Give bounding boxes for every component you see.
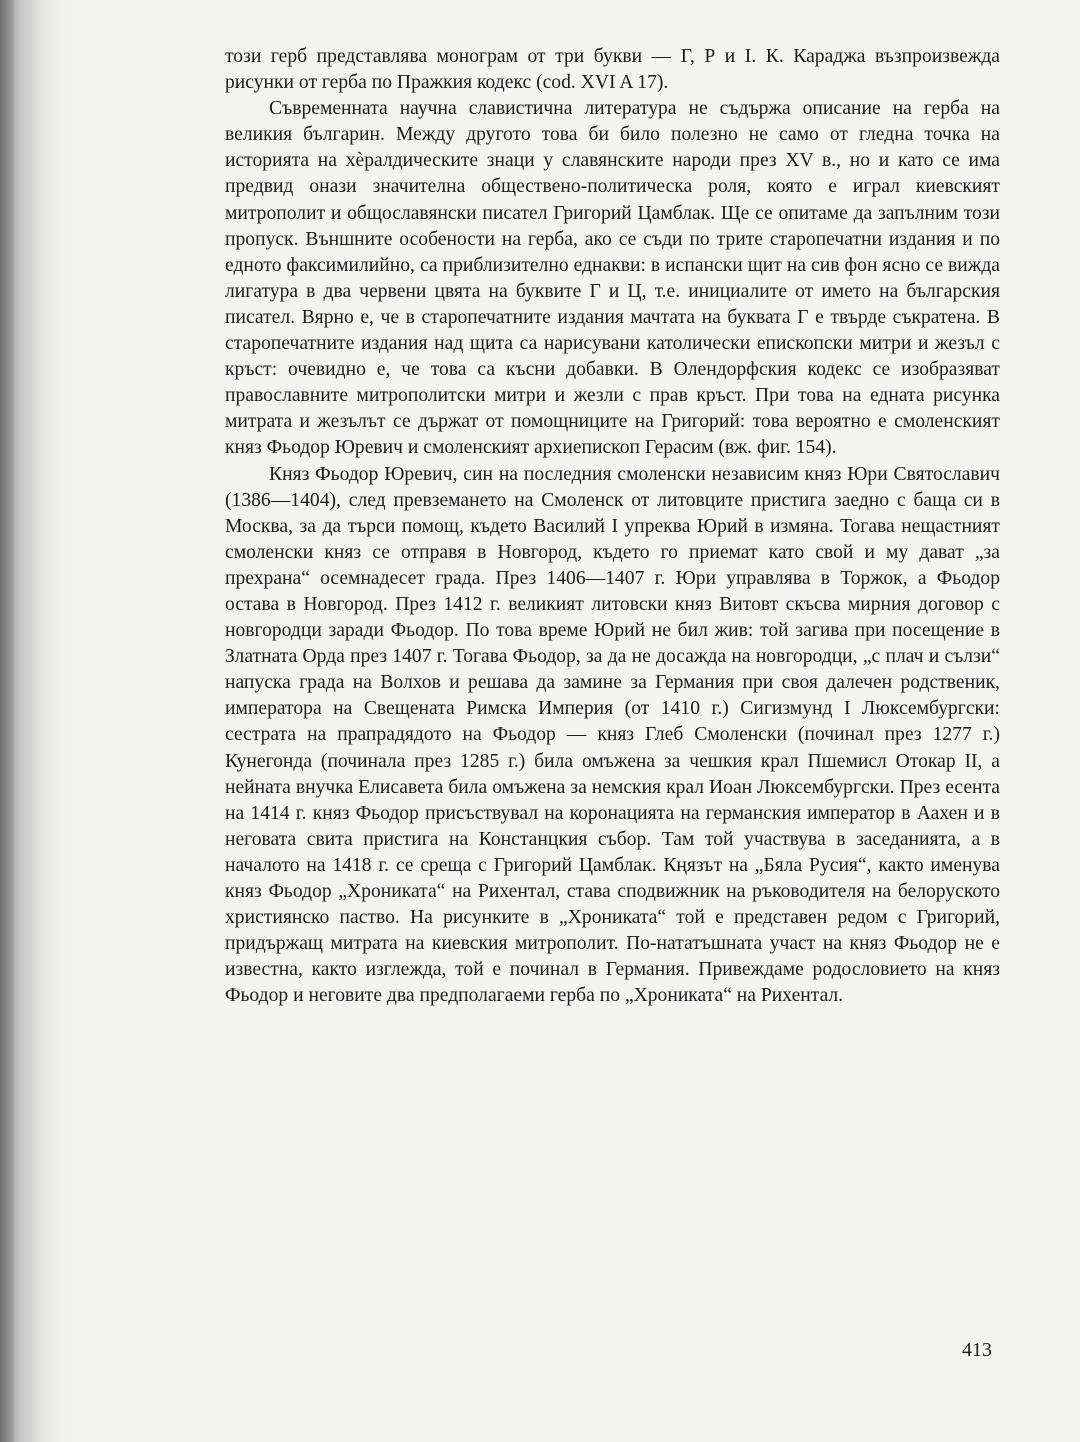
paragraph-coat-of-arms: Съвременната научна славистична литература не съдържа описание на герба на великия българин. Между другото това би било полезно не само от гледна точка на историята на хèралдическите знаци у славянските народи през XV в., но и като се има предвид онази значителна обществено-политическа роля, която е играл киевският митрополит и общославянски писател Григорий Цамблак. Ще се опитаме да запълним този пропуск. Външните особености на герба, ако се съди по трите старопечатни издания и по едното факсимилийно, са приблизително еднакви: в испански щит на сив фон ясно се вижда лигатура в два червени цвята на буквите Г и Ц, т.е. инициалите от името на българския писател. Вярно е, че в старопечатните издания мачтата на буквата Г е твърде съкратена. В старопечатните издания над щита са нарисувани католически епископски митри и жезъл с кръст: очевидно е, че това са късни добавки. В Олендорфския кодекс се изобразяват православните митрополитски митри и жезли с прав кръст. При това на едната рисунка митрата и жезълът се държат от помощниците на Григорий: това вероятно е смоленският княз Фьодор Юревич и смоленският архиепископ Герасим (вж. фиг. 154). (225, 98, 1000, 459)
page-number: 413 (962, 1339, 992, 1361)
paragraph-continuation: този герб представлява монограм от три букви — Г, Р и I. К. Караджа възпроизвежда рисунки от герба по Пражкия кодекс (cod. XVI A 17). (225, 46, 1000, 94)
paragraph-prince-fyodor: Княз Фьодор Юревич, син на последния смоленски независим княз Юри Святославич (1386—1404), след превземането на Смоленск от литовците пристига заедно с баща си в Москва, за да търси помощ, където Василий I упреква Юрий в измяна. Тогава нещастният смоленски княз се отправя в Новгород, където го приемат като свой и му дават „за прехрана“ осемнадесет града. През 1406—1407 г. Юри управлява в Торжок, а Фьодор остава в Новгород. През 1412 г. великият литовски княз Витовт скъсва мирния договор с новгородци заради Фьодор. По това време Юрий не бил жив: той загива при посещение в Златната Орда през 1407 г. Тогава Фьодор, за да не досажда на новгородци, „с плач и сълзи“ напуска града на Волхов и решава да замине за Германия при своя далечен родственик, императора на Свещената Римска Империя (от 1410 г.) Сигизмунд I Люксембургски: сестрата на прапрадядото на Фьодор — княз Глеб Смоленски (починал през 1277 г.) Кунегонда (починала през 1285 г.) била омъжена за чешкия крал Пшемисл Отокар II, а нейната внучка Елисавета била омъжена за немския крал Иоан Люксембургски. През есента на 1414 г. княз Фьодор присъствувал на коронацията на германския император в Аахен и в неговата свита пристига на Констанцкия събор. Там той участвува в заседанията, а в началото на 1418 г. се среща с Григорий Цамблак. Кңязът на „Бяла Русия“, както именува княз Фьодор „Хрониката“ на Рихентал, става сподвижник на ръководителя на белоруското християнско паство. На рисунките в „Хрониката“ той е представен редом с Григорий, придържащ митрата на киевския митрополит. По-нататъшната участ на княз Фьодор не е известна, както изглежда, той е починал в Германия. Привеждаме родословието на княз Фьодор и неговите два предполагаеми герба по „Хрониката“ на Рихентал. (225, 463, 1000, 1007)
body-text (225, 44, 1000, 1009)
binding-gutter-shadow (0, 0, 14, 1442)
